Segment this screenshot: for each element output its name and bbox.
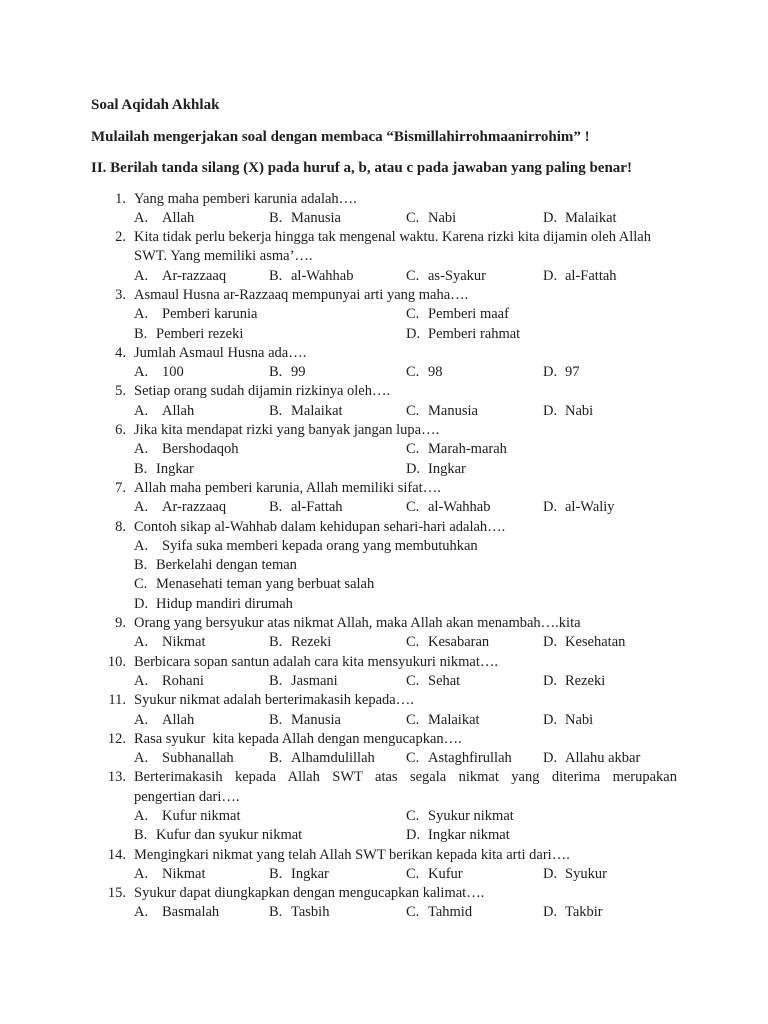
option: [543, 672, 605, 691]
question-text-line: Syukur nikmat adalah berterimakasih kepada….: [134, 692, 414, 709]
option-text: Bershodaqoh: [162, 441, 239, 458]
option: [134, 672, 269, 691]
option: [406, 498, 543, 517]
option: [134, 575, 768, 594]
option: [406, 267, 543, 286]
option: [269, 209, 406, 228]
question-number: 11.: [108, 692, 126, 709]
option: [269, 672, 406, 691]
option-label: B.: [269, 364, 283, 381]
question-number: 12.: [107, 730, 126, 747]
option-label: D.: [543, 364, 558, 381]
option-text: Kufur: [428, 865, 463, 882]
option-text: Menasehati teman yang berbuat salah: [156, 576, 375, 593]
option-text: Alhamdulillah: [291, 750, 375, 767]
option-label: B.: [269, 904, 283, 921]
question-number: 15.: [107, 885, 126, 902]
option-label: C.: [406, 865, 420, 882]
option-text: Kesehatan: [565, 634, 626, 651]
option-label: D.: [134, 595, 149, 612]
option-row: [134, 865, 768, 884]
option-label: A.: [134, 634, 149, 651]
option-text: al-Fattah: [291, 499, 343, 516]
option-label: A.: [134, 750, 149, 767]
option: [406, 325, 520, 344]
option: [543, 402, 593, 421]
option: [269, 633, 406, 652]
option-text: Marah-marah: [428, 441, 507, 458]
option: [134, 865, 269, 884]
option-text: Ar-razzaaq: [162, 499, 227, 516]
option: [406, 711, 543, 730]
option-text: 99: [291, 364, 306, 381]
option-label: D.: [543, 499, 558, 516]
option: [543, 267, 617, 286]
option: [134, 460, 406, 479]
option-text: Allah: [162, 209, 195, 226]
option-label: D.: [406, 325, 421, 342]
option-label: C.: [406, 209, 420, 226]
question-text-line: Jumlah Asmaul Husna ada….: [134, 344, 307, 361]
question-text-line: Asmaul Husna ar-Razzaaq mempunyai arti yang maha….: [134, 286, 469, 303]
question-item: [91, 653, 768, 692]
option-label: D.: [543, 672, 558, 689]
option-text: Syifa suka memberi kepada orang yang membutuhkan: [162, 537, 478, 554]
option-label: A.: [134, 209, 149, 226]
option-text: Rohani: [162, 672, 204, 689]
option-label: D.: [406, 460, 421, 477]
option-row: [134, 209, 768, 228]
option-label: A.: [134, 672, 149, 689]
option-text: Ingkar: [428, 460, 466, 477]
option-label: D.: [543, 904, 558, 921]
option-row: [134, 440, 768, 459]
option-text: Berkelahi dengan teman: [156, 557, 297, 574]
option-label: C.: [406, 634, 420, 651]
option-row: [134, 672, 768, 691]
option-text: 98: [428, 364, 443, 381]
document-header: [0, 0, 768, 178]
option-text: Manusia: [291, 209, 341, 226]
question-number: 13.: [107, 769, 126, 786]
option-label: A.: [134, 537, 149, 554]
option: [134, 749, 269, 768]
option-text: Malaikat: [428, 711, 480, 728]
option: [134, 209, 269, 228]
option: [406, 440, 507, 459]
option-row: [134, 749, 768, 768]
option-label: C.: [406, 402, 420, 419]
option: [406, 402, 543, 421]
option-text: as-Syakur: [428, 267, 486, 284]
question-text-line: Setiap orang sudah dijamin rizkinya oleh….: [134, 383, 391, 400]
option: [269, 903, 406, 922]
option-text: Rezeki: [291, 634, 332, 651]
option-label: B.: [269, 750, 283, 767]
option-text: Ar-razzaaq: [162, 267, 227, 284]
option-text: al-Waliy: [565, 499, 615, 516]
question-item: [91, 614, 768, 653]
question-item: [91, 691, 768, 730]
option-label: B.: [269, 499, 283, 516]
option-row: [134, 633, 768, 652]
option-text: Pemberi maaf: [428, 306, 509, 323]
option-row: [134, 826, 768, 845]
option-text: Hidup mandiri dirumah: [156, 595, 293, 612]
question-item: [91, 382, 768, 421]
option-label: A.: [134, 711, 149, 728]
option-text: Tasbih: [291, 904, 330, 921]
option: [134, 498, 269, 517]
option: [406, 305, 509, 324]
option: [269, 749, 406, 768]
option-label: C.: [406, 904, 420, 921]
question-number: 5.: [115, 383, 126, 400]
option-label: A.: [134, 904, 149, 921]
option-label: B.: [269, 267, 283, 284]
question-number: 3.: [115, 286, 126, 303]
option: [134, 305, 406, 324]
question-item: [91, 479, 768, 518]
question-text-line: SWT. Yang memiliki asma’….: [134, 248, 313, 265]
option-label: C.: [406, 306, 420, 323]
document-title: Soal Aqidah Akhlak: [91, 97, 220, 113]
option-label: C.: [406, 364, 420, 381]
option-label: C.: [406, 441, 420, 458]
option-text: Rezeki: [565, 672, 606, 689]
option: [543, 711, 593, 730]
option-row: [134, 267, 768, 286]
option-text: Kufur nikmat: [162, 808, 241, 824]
option-label: A.: [134, 402, 149, 419]
option-text: Tahmid: [428, 904, 473, 921]
question-number: 2.: [115, 229, 126, 246]
option: [406, 209, 543, 228]
option-label: B.: [134, 460, 148, 477]
question-text-line: Berterimakasih kepada Allah SWT atas segala nikmat yang diterima merupakan: [134, 769, 677, 786]
question-item: [91, 344, 768, 383]
option: [269, 402, 406, 421]
option: [406, 807, 514, 826]
question-text-line: Mengingkari nikmat yang telah Allah SWT berikan kepada kita arti dari….: [134, 846, 570, 863]
question-number: 4.: [115, 344, 126, 361]
option-row: [134, 363, 768, 382]
option-row: [134, 498, 768, 517]
question-number: 9.: [115, 615, 126, 632]
option-row: [134, 402, 768, 421]
question-text-line: pengertian dari….: [134, 788, 240, 805]
instruction-line: Mulailah mengerjakan soal dengan membaca “Bismillahirrohmaanirrohim” !: [91, 128, 590, 145]
option-label: C.: [134, 576, 148, 593]
question-text-line: Kita tidak perlu bekerja hingga tak mengenal waktu. Karena rizki kita dijamin oleh Allah: [134, 229, 651, 246]
question-item: [91, 286, 768, 344]
option-label: D.: [543, 209, 558, 226]
option: [543, 749, 640, 768]
option-text: Takbir: [565, 904, 603, 921]
option: [406, 749, 543, 768]
option-text: Syukur: [565, 865, 607, 882]
option: [406, 460, 466, 479]
option-text: Syukur nikmat: [428, 808, 514, 824]
question-text-line: Berbicara sopan santun adalah cara kita mensyukuri nikmat….: [134, 653, 498, 670]
option: [134, 325, 406, 344]
question-text-line: Yang maha pemberi karunia adalah….: [134, 190, 357, 207]
question-number: 8.: [115, 518, 126, 535]
option: [134, 267, 269, 286]
option-label: B.: [134, 827, 148, 844]
option-label: D.: [543, 402, 558, 419]
option: [134, 633, 269, 652]
option-text: Pemberi rahmat: [428, 325, 521, 342]
question-number: 6.: [115, 422, 126, 439]
question-list: [91, 190, 768, 923]
option: [543, 633, 625, 652]
question-item: [91, 228, 768, 286]
option: [134, 826, 406, 845]
option: [406, 903, 543, 922]
option-text: Malaikat: [291, 402, 343, 419]
option: [543, 865, 607, 884]
option-row: [134, 460, 768, 479]
question-item: [91, 768, 768, 845]
option: [269, 267, 406, 286]
question-text-line: Orang yang bersyukur atas nikmat Allah, maka Allah akan menambah….kita: [134, 615, 581, 632]
question-item: [91, 421, 768, 479]
option-text: Allah: [162, 711, 195, 728]
option: [269, 711, 406, 730]
option: [543, 209, 617, 228]
option-text: Nikmat: [162, 634, 206, 651]
option-text: Jasmani: [291, 672, 338, 689]
option-label: D.: [543, 711, 558, 728]
option-text: Pemberi karunia: [162, 306, 258, 323]
question-text-line: Jika kita mendapat rizki yang banyak jangan lupa….: [134, 422, 440, 439]
option: [134, 537, 768, 556]
option-text: Manusia: [291, 711, 341, 728]
option-text: Allahu akbar: [565, 750, 641, 767]
option: [134, 595, 768, 614]
option-label: A.: [134, 364, 149, 381]
option: [543, 498, 615, 517]
option-label: C.: [406, 808, 420, 824]
option: [134, 402, 269, 421]
option: [134, 363, 269, 382]
option: [406, 363, 543, 382]
option-text: Kufur dan syukur nikmat: [156, 827, 303, 844]
option: [269, 865, 406, 884]
option: [134, 711, 269, 730]
option-text: Nikmat: [162, 865, 206, 882]
option-text: al-Wahhab: [291, 267, 354, 284]
option: [406, 826, 510, 845]
question-text-line: Contoh sikap al-Wahhab dalam kehidupan sehari-hari adalah….: [134, 518, 506, 535]
option-label: C.: [406, 499, 420, 516]
option-text: Ingkar: [156, 460, 194, 477]
option-row: [134, 305, 768, 324]
option: [543, 363, 580, 382]
option-label: A.: [134, 808, 149, 824]
option-text: Nabi: [565, 711, 594, 728]
option-text: Sehat: [428, 672, 461, 689]
option-text: Ingkar nikmat: [428, 827, 510, 844]
option-text: 97: [565, 364, 580, 381]
option-text: Pemberi rezeki: [156, 325, 244, 342]
question-item: [91, 730, 768, 769]
option: [134, 903, 269, 922]
option-label: B.: [134, 325, 148, 342]
option: [134, 807, 406, 826]
option-label: A.: [134, 306, 149, 323]
option: [269, 498, 406, 517]
option-text: Allah: [162, 402, 195, 419]
option-label: B.: [269, 865, 283, 882]
option: [134, 556, 768, 575]
option-text: al-Wahhab: [428, 499, 491, 516]
question-number: 1.: [115, 190, 126, 207]
section-heading: II. Berilah tanda silang (X) pada huruf a, b, atau c pada jawaban yang paling benar!: [91, 160, 632, 176]
option: [134, 440, 406, 459]
option-label: D.: [406, 827, 421, 844]
option-label: C.: [406, 750, 420, 767]
option-label: B.: [269, 402, 283, 419]
option: [269, 363, 406, 382]
option-label: A.: [134, 499, 149, 516]
option-label: B.: [269, 672, 283, 689]
option-label: D.: [543, 750, 558, 767]
question-number: 10.: [107, 653, 126, 670]
option-text: Malaikat: [565, 209, 617, 226]
option-label: C.: [406, 672, 420, 689]
option-label: A.: [134, 865, 149, 882]
option-label: C.: [406, 267, 420, 284]
option-text: Nabi: [565, 402, 594, 419]
option-text: Nabi: [428, 209, 457, 226]
option: [543, 903, 603, 922]
option-label: D.: [543, 634, 558, 651]
question-text-line: Syukur dapat diungkapkan dengan mengucapkan kalimat….: [134, 885, 485, 902]
question-number: 14.: [107, 846, 126, 863]
option-row: [134, 711, 768, 730]
option-text: Kesabaran: [428, 634, 490, 651]
option: [406, 633, 543, 652]
option-text: Subhanallah: [162, 750, 234, 767]
option-text: Manusia: [428, 402, 478, 419]
option-text: al-Fattah: [565, 267, 617, 284]
option-label: D.: [543, 865, 558, 882]
question-item: [91, 884, 768, 923]
option-label: C.: [406, 711, 420, 728]
option-row: [134, 325, 768, 344]
option-text: Basmalah: [162, 904, 220, 921]
option-text: Astaghfirullah: [428, 750, 512, 767]
option: [406, 672, 543, 691]
option-row: [134, 903, 768, 922]
option-text: Ingkar: [291, 865, 329, 882]
option: [406, 865, 543, 884]
question-item: [91, 190, 768, 229]
question-item: [91, 846, 768, 885]
option-label: B.: [269, 209, 283, 226]
question-item: [91, 518, 768, 614]
option-label: D.: [543, 267, 558, 284]
question-number: 7.: [115, 479, 126, 496]
option-label: A.: [134, 267, 149, 284]
question-text-line: Allah maha pemberi karunia, Allah memiliki sifat….: [134, 479, 441, 496]
option-label: B.: [269, 711, 283, 728]
option-label: B.: [134, 557, 148, 574]
option-label: A.: [134, 441, 149, 458]
option-label: B.: [269, 634, 283, 651]
question-text-line: Rasa syukur kita kepada Allah dengan mengucapkan….: [134, 730, 462, 747]
option-row: [134, 807, 768, 826]
option-text: 100: [162, 364, 184, 381]
